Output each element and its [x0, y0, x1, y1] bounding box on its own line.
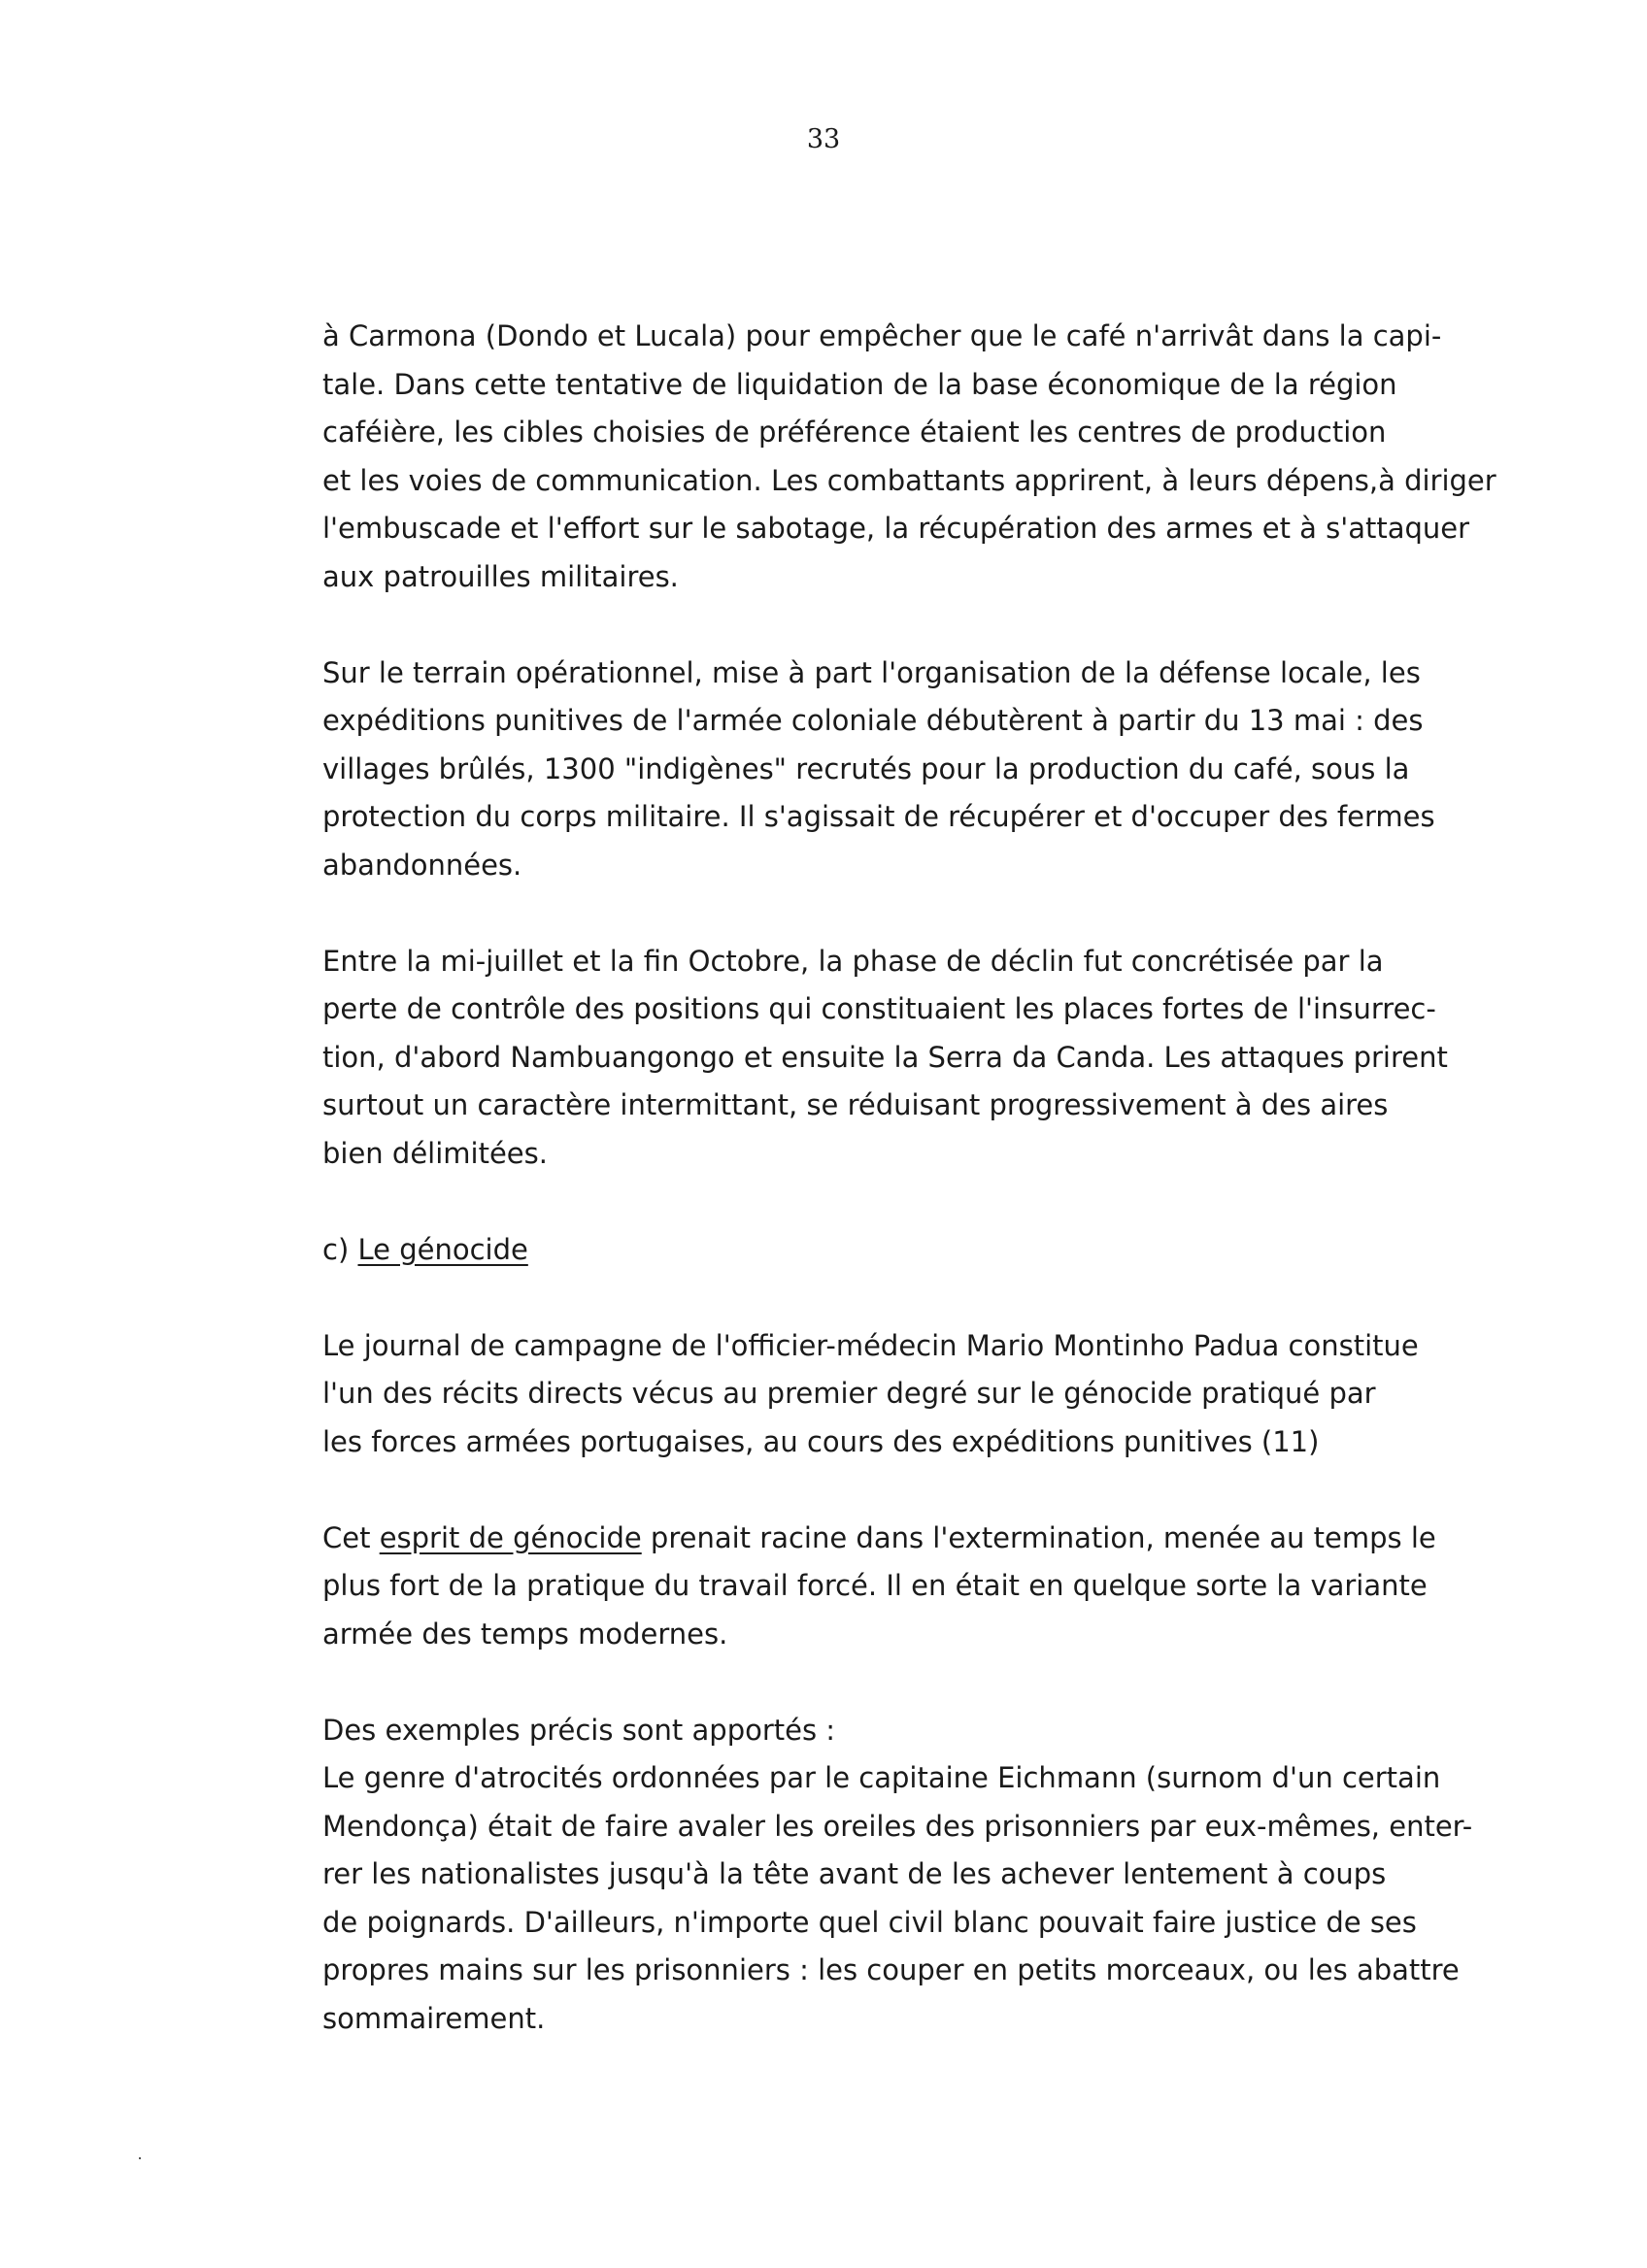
paragraph-gap — [322, 1178, 1585, 1226]
page-number: 33 — [806, 124, 841, 154]
text-line: sommairement. — [322, 2001, 546, 2035]
text-line: surtout un caractère intermittant, se réduisant progressivement à des aires — [322, 1088, 1389, 1121]
section-heading — [322, 1226, 1585, 1275]
paragraph-gap — [322, 1466, 1585, 1515]
text-line: propres mains sur les prisonniers : les couper en petits morceaux, ou les abattre — [322, 1953, 1460, 1986]
paragraph-6 — [322, 1707, 1585, 2044]
paragraph-gap — [322, 601, 1585, 650]
text-line: et les voies de communication. Les combattants apprirent, à leurs dépens,à diriger — [322, 463, 1496, 497]
text-line: de poignards. D'ailleurs, n'importe quel civil blanc pouvait faire justice de ses — [322, 1905, 1417, 1939]
text-line: tion, d'abord Nambuangongo et ensuite la Serra da Canda. Les attaques prirent — [322, 1040, 1448, 1074]
text-segment: Cet — [322, 1520, 380, 1554]
text-line: l'embuscade et l'effort sur le sabotage, la récupération des armes et à s'attaquer — [322, 512, 1470, 545]
text-line: Le journal de campagne de l'officier-médecin Mario Montinho Padua constitue — [322, 1328, 1419, 1362]
scan-speck — [139, 2157, 141, 2159]
text-line: à Carmona (Dondo et Lucala) pour empêcher que le café n'arrivât dans la capi- — [322, 319, 1442, 352]
paragraph-4 — [322, 1322, 1585, 1467]
text-line: rer les nationalistes jusqu'à la tête avant de les achever lentement à coups — [322, 1857, 1387, 1890]
text-line: aux patrouilles militaires. — [322, 559, 679, 593]
text-line: l'un des récits directs vécus au premier degré sur le génocide pratiqué par — [322, 1377, 1376, 1410]
paragraph-gap — [322, 889, 1585, 938]
paragraph-2 — [322, 650, 1585, 890]
heading-line — [322, 1226, 1585, 1275]
text-line: tale. Dans cette tentative de liquidation de la base économique de la région — [322, 367, 1397, 401]
text-line: plus fort de la pratique du travail forcé. Il en était en quelque sorte la variante — [322, 1569, 1428, 1602]
text-segment: prenait racine dans l'extermination, menée au temps le — [641, 1520, 1436, 1554]
paragraph-gap — [322, 1274, 1585, 1322]
text-line: bien délimitées. — [322, 1136, 548, 1170]
text-line: villages brûlés, 1300 "indigènes" recrutés pour la production du café, sous la — [322, 751, 1410, 785]
text-line: Sur le terrain opérationnel, mise à part l'organisation de la défense locale, les — [322, 655, 1421, 689]
heading-prefix: c) — [322, 1232, 358, 1266]
text-line: perte de contrôle des positions qui constituaient les places fortes de l'insurrec- — [322, 992, 1436, 1025]
text-line: Le genre d'atrocités ordonnées par le capitaine Eichmann (surnom d'un certain — [322, 1761, 1441, 1794]
text-line — [322, 1515, 1585, 1563]
text-line: expéditions punitives de l'armée coloniale débutèrent à partir du 13 mai : des — [322, 704, 1424, 737]
text-line: abandonnées. — [322, 848, 522, 882]
text-line: protection du corps militaire. Il s'agissait de récupérer et d'occuper des fermes — [322, 800, 1435, 833]
paragraph-3 — [322, 938, 1585, 1179]
paragraph-gap — [322, 1658, 1585, 1707]
underlined-phrase: esprit de génocide — [379, 1520, 642, 1554]
paragraph-1 — [322, 313, 1585, 601]
document-body — [322, 313, 1585, 2043]
heading-title: Le génocide — [357, 1232, 528, 1266]
text-line: armée des temps modernes. — [322, 1617, 728, 1651]
text-line: caféière, les cibles choisies de préférence étaient les centres de production — [322, 416, 1387, 449]
paragraph-5 — [322, 1515, 1585, 1659]
text-line: les forces armées portugaises, au cours des expéditions punitives (11) — [322, 1424, 1320, 1458]
text-line: Des exemples précis sont apportés : — [322, 1713, 836, 1747]
text-line: Mendonça) était de faire avaler les oreiles des prisonniers par eux-mêmes, enter- — [322, 1809, 1473, 1843]
text-line: Entre la mi-juillet et la fin Octobre, la phase de déclin fut concrétisée par la — [322, 944, 1384, 978]
